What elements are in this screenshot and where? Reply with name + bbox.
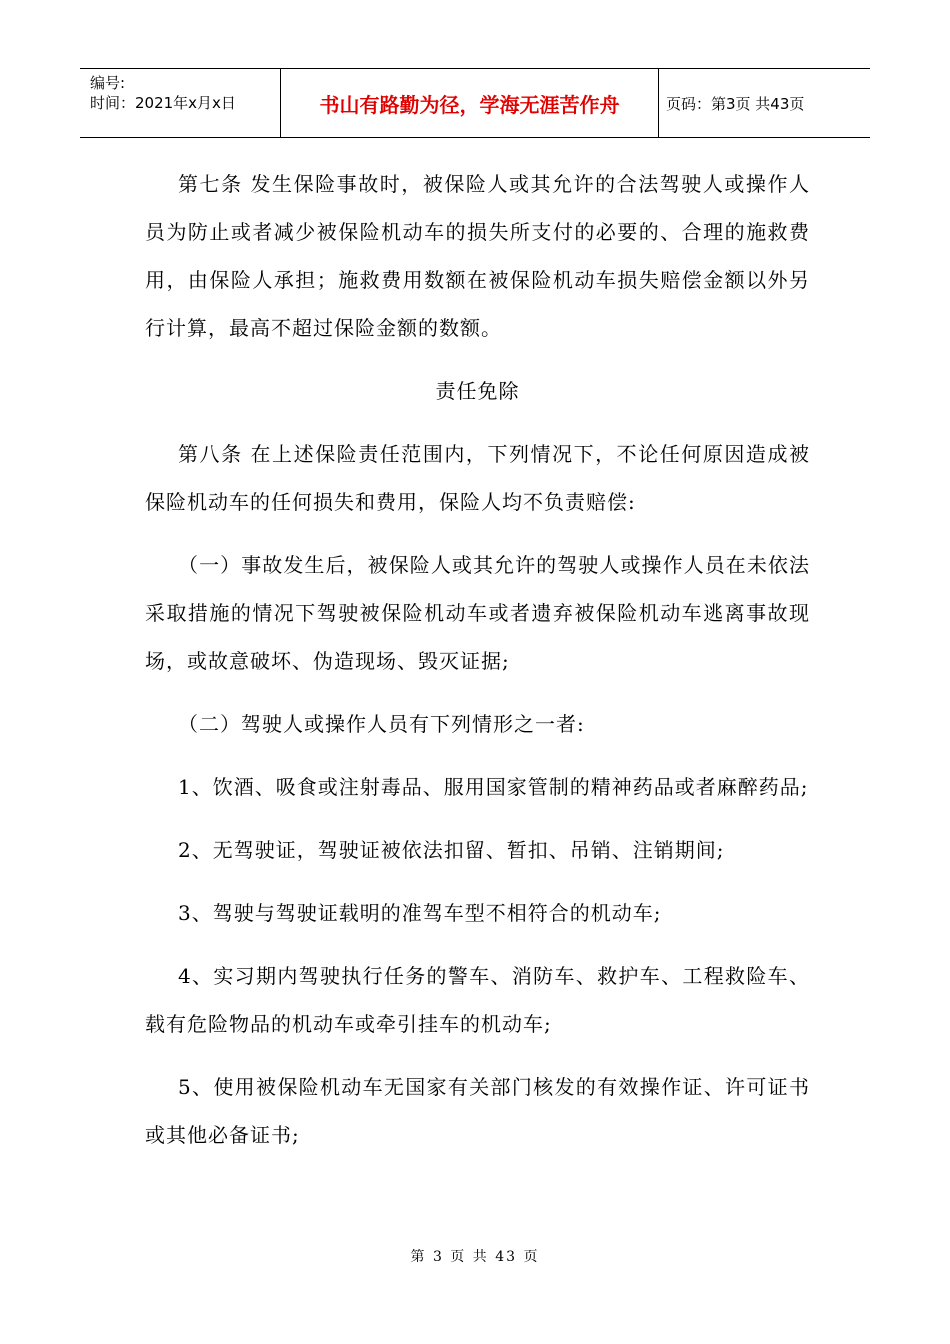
header-left [90, 73, 236, 113]
item-2: 2、无驾驶证，驾驶证被依法扣留、暂扣、吊销、注销期间; [178, 838, 725, 862]
header-divider [658, 69, 659, 137]
article-7: 第七条 发生保险事故时，被保险人或其允许的合法驾驶人或操作人员为防止或者减少被保险机动车的损失所支付的必要的、合理的施救费用，由保险人承担；施救费用数额在被保险机动车损失赔偿金额以外另行计算，最高不超过保险金额的数额。 [145, 172, 810, 340]
document-body [145, 160, 810, 1174]
article-8: 第八条 在上述保险责任范围内，下列情况下，不论任何原因造成被保险机动车的任何损失和费用，保险人均不负责赔偿: [145, 442, 810, 514]
page-header [80, 68, 870, 138]
section-heading: 责任免除 [435, 379, 520, 403]
item-3: 3、驾驶与驾驶证载明的准驾车型不相符合的机动车; [178, 901, 662, 925]
item-4: 4、实习期内驾驶执行任务的警车、消防车、救护车、工程救险车、载有危险物品的机动车或牵引挂车的机动车; [145, 964, 810, 1036]
header-motto: 书山有路勤为径，学海无涯苦作舟 [319, 92, 620, 117]
number-label: 编号: [90, 74, 126, 92]
item-5: 5、使用被保险机动车无国家有关部门核发的有效操作证、许可证书或其他必备证书; [145, 1075, 810, 1147]
header-page-info: 页码：第3页 共43页 [666, 94, 805, 113]
clause-2: （二）驾驶人或操作人员有下列情形之一者: [178, 712, 585, 736]
item-1: 1、饮酒、吸食或注射毒品、服用国家管制的精神药品或者麻醉药品; [178, 775, 809, 799]
page-footer: 第 3 页 共 43 页 [410, 1249, 540, 1265]
clause-1: （一）事故发生后，被保险人或其允许的驾驶人或操作人员在未依法采取措施的情况下驾驶被保险机动车或者遗弃被保险机动车逃离事故现场，或故意破坏、伪造现场、毁灭证据; [145, 553, 810, 673]
time-label: 时间：2021年x月x日 [90, 94, 236, 112]
